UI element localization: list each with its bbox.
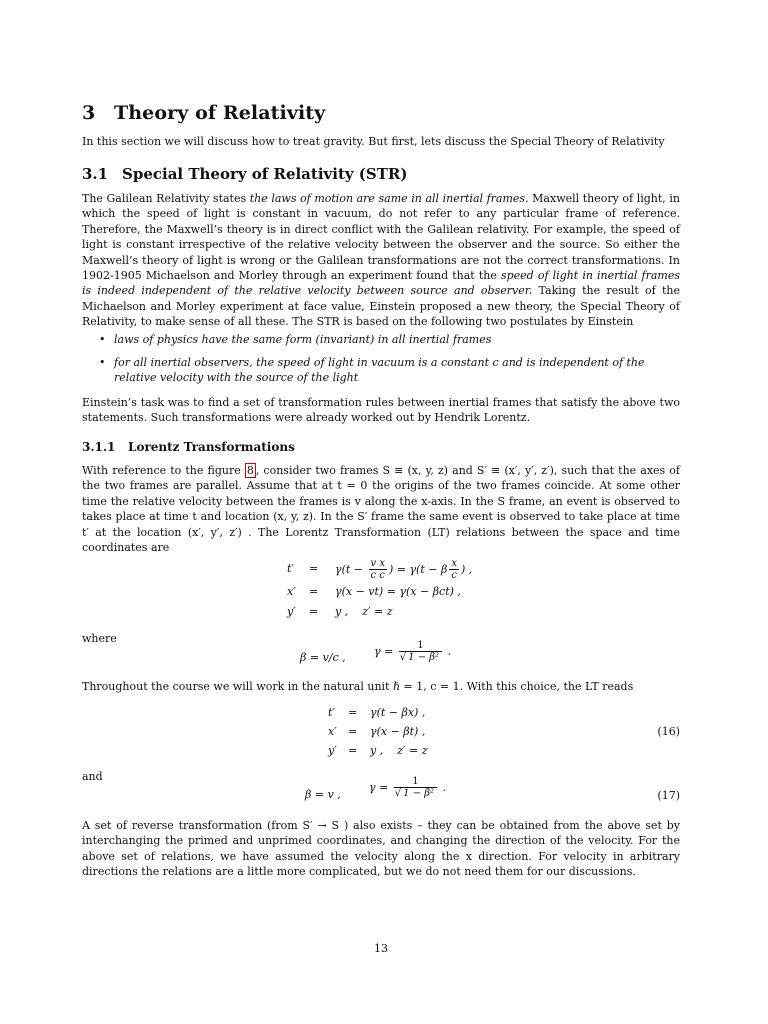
subsection-number: 3.1 — [82, 165, 109, 183]
postulates-list — [82, 332, 680, 393]
section-heading — [82, 102, 325, 124]
subsubsection-heading — [82, 440, 295, 454]
str-paragraph — [82, 191, 680, 330]
equation-number-17: (17) — [657, 789, 680, 802]
section-title: Theory of Relativity — [114, 102, 326, 124]
section-number: 3 — [82, 102, 96, 124]
natural-units-paragraph: Throughout the course we will work in the natural unit ℏ = 1, c = 1. With this choice, the LT reads — [82, 680, 634, 693]
postulate-text: for all inertial observers, the speed of light in vacuum is a constant c and is independent of the relative velocity with the source of the light — [114, 356, 645, 384]
list-item — [82, 332, 680, 347]
lt-text-2: , consider two frames S ≡ (x, y, z) and S′ ≡ (x′, y′, z′), such that the axes of the two frames are parallel. Assume that at t = 0 the origins of the two frames coincide. At some other time the relative velocity between the frames is v along the x-axis. In the S frame, an event is observed to takes place at time t and location (x, y, z). In the S′ frame the same event is observed to take place at time t′ at the location (x′, y′, z′) . The Lorentz Transformation (LT) relations between the space and time coordinates are — [82, 464, 680, 555]
subsubsection-title: Lorentz Transformations — [128, 440, 295, 454]
bullet-icon: • — [99, 356, 106, 369]
einstein-task-paragraph: Einstein’s task was to find a set of transformation rules between inertial frames that satisfy the above two statements. Such transformations were already worked out by Hendrik Lorentz. — [82, 396, 680, 425]
lt-text-1: With reference to the figure — [82, 464, 245, 477]
and-label: and — [82, 770, 103, 783]
subsubsection-number: 3.1.1 — [82, 440, 116, 454]
str-text-3: Taking the result of the Michaelson and Morley experiment at face value, Einstein proposed a new theory, the Special Theory of Relativity, to make sense of all these. The STR is based on the following two postulates by Einstein — [82, 284, 680, 329]
subsection-title: Special Theory of Relativity (STR) — [122, 165, 408, 183]
str-italic-1: the laws of motion are same in all inertial frames. — [249, 192, 529, 205]
lt-paragraph — [82, 463, 680, 555]
page-number: 13 — [374, 942, 388, 955]
intro-paragraph: In this section we will discuss how to treat gravity. But first, lets discuss the Special Theory of Relativity — [82, 135, 665, 148]
reverse-transformation-paragraph: A set of reverse transformation (from S′ → S ) also exists – they can be obtained from the above set by interchanging the primed and unprimed coordinates, and changing the direction of the velocity. For the above set of relations, we have assumed the velocity along the x direction. For velocity in arbitrary directions the relations are a little more complicated, but we do not need them for our discussions. — [82, 819, 680, 879]
str-text-2: Maxwell theory of light, in which the speed of light is constant in vacuum, do not refer to any particular frame of reference. Therefore, the Maxwell’s theory is in direct conflict with the Galilean relativity. For example, the speed of light is constant irrespective of the relative velocity between the observer and the source. So either the Maxwell’s theory of light is wrong or the Galilean transformations are not the correct transformations. In 1902-1905 Michaelson and Morley through an experiment found that the — [82, 192, 680, 283]
postulate-text: laws of physics have the same form (invariant) in all inertial frames — [114, 333, 492, 346]
figure-reference-link[interactable]: 8 — [246, 464, 254, 477]
equation-number-16: (16) — [657, 725, 680, 738]
bullet-icon: • — [99, 333, 106, 346]
list-item — [82, 355, 680, 385]
str-italic-2: speed of light in inertial frames is indeed independent of the relative velocity between source and observer. — [82, 269, 680, 298]
subsection-heading — [82, 165, 407, 183]
str-text-1: The Galilean Relativity states — [82, 192, 250, 205]
where-label: where — [82, 632, 117, 645]
